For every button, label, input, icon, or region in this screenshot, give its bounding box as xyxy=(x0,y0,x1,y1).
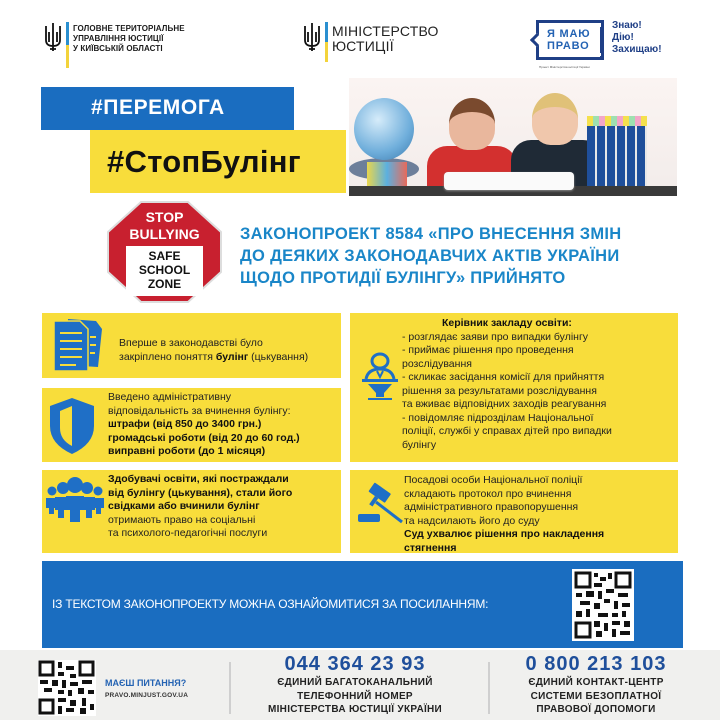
divider xyxy=(229,662,231,714)
logo-ya-mayu-pravo xyxy=(536,20,662,69)
penalty-community-work: громадські роботи (від 20 до 60 год.) xyxy=(108,431,300,444)
contact-desc: ТЕЛЕФОННИЙ НОМЕР xyxy=(297,690,413,702)
court-decision: Суд ухвалює рішення про накладення xyxy=(404,528,605,540)
ask-question-label: МАЄШ ПИТАННЯ? xyxy=(105,678,187,688)
card-line: Вперше в законодавстві було xyxy=(119,337,263,349)
logo-line: Я МАЮ xyxy=(547,28,591,40)
card-line: Посадові особи Національної поліції xyxy=(404,474,583,486)
card-line: від булінгу (цькування), стали його xyxy=(108,486,293,499)
footer-contacts xyxy=(0,650,720,720)
duty-line: булінгу xyxy=(402,438,437,451)
stop-line: BULLYING xyxy=(129,226,200,242)
shield-icon xyxy=(48,396,96,456)
logo-subtitle: Проект Міністерства юстиції України xyxy=(539,65,590,69)
penalty-corrective-work: виправні роботи (до 1 місяця) xyxy=(108,445,266,457)
contact-desc: МІНІСТЕРСТВА ЮСТИЦІЇ УКРАЇНИ xyxy=(267,704,443,715)
books-image xyxy=(587,126,647,188)
open-book-image xyxy=(444,172,574,190)
slogan xyxy=(612,20,662,56)
card-liability xyxy=(42,388,341,462)
logo-line: ПРАВО xyxy=(547,40,590,52)
contact-desc: ЄДИНИЙ БАГАТОКАНАЛЬНИЙ xyxy=(277,677,433,688)
duty-line: - повідомляє підрозділам Національної xyxy=(402,411,594,424)
stop-line: STOP xyxy=(145,209,184,225)
contact-desc: СИСТЕМИ БЕЗОПЛАТНОЇ xyxy=(530,690,662,702)
headline-line: ДО ДЕЯКИХ ЗАКОНОДАВЧИХ АКТІВ УКРАЇНИ xyxy=(240,247,620,265)
stop-line: SCHOOL xyxy=(138,263,191,277)
speaker-podium-icon xyxy=(360,351,400,403)
phone-number[interactable]: 044 364 23 93 xyxy=(284,653,426,675)
duty-line: поліції, службі у справах дітей про випадки xyxy=(402,425,612,437)
contact-ministry-phone xyxy=(250,652,460,717)
documents-icon xyxy=(46,315,108,373)
slogan-line: Захищаю! xyxy=(612,44,662,55)
bill-headline xyxy=(240,223,680,289)
bullying-term: булінг xyxy=(215,350,249,363)
headline-line: ЗАКОНОПРОЕКТ 8584 «ПРО ВНЕСЕННЯ ЗМІН xyxy=(240,225,622,243)
card-line: та психолого-педагогічні послуги xyxy=(108,527,268,539)
duty-line: рішення за результатами розслідування xyxy=(402,384,597,397)
court-decision: стягнення xyxy=(404,541,457,554)
card-police-court xyxy=(350,470,678,553)
card-line: складають протокол про вчинення xyxy=(404,487,572,500)
stop-line: SAFE xyxy=(148,249,181,263)
hashtag-text: #ПЕРЕМОГА xyxy=(91,96,225,119)
card-line: Здобувачі освіти, які постраждали xyxy=(108,473,289,485)
card-students xyxy=(42,470,341,553)
card-line: адміністративного правопорушення xyxy=(404,501,579,513)
duty-line: - скликає засідання комісії для прийняття xyxy=(402,371,605,383)
hashtag-text: #СтопБулінг xyxy=(107,144,302,179)
stop-bullying-sign xyxy=(106,200,223,304)
card-line: відповідальність за вчинення булінгу: xyxy=(108,404,291,417)
duty-line: та вживає відповідних заходів реагування xyxy=(402,398,607,410)
duty-line: розслідування xyxy=(402,357,472,370)
card-line: свідками або вчинили булінг xyxy=(108,500,260,512)
org-line: ЮСТИЦІЇ xyxy=(332,38,394,54)
banner-text: ІЗ ТЕКСТОМ ЗАКОНОПРОЕКТУ МОЖНА ОЗНАЙОМИТИСЯ ЗА ПОСИЛАННЯМ: xyxy=(52,597,489,611)
duty-line: - розглядає заяви про випадки булінгу xyxy=(402,330,589,343)
qr-code-icon[interactable] xyxy=(38,660,96,716)
contact-desc: ПРАВОВОЇ ДОПОМОГИ xyxy=(536,704,656,715)
bill-link-banner xyxy=(42,561,683,648)
kid-image xyxy=(449,98,495,150)
slogan-line: Знаю! xyxy=(612,20,642,31)
logo-ministry-of-justice xyxy=(303,22,439,62)
trident-icon xyxy=(303,22,321,52)
hashtag-victory xyxy=(41,87,294,130)
flag-bar xyxy=(66,22,69,68)
card-line: (цькування) xyxy=(248,350,309,363)
org-line: УПРАВЛІННЯ ЮСТИЦІЇ xyxy=(73,34,164,43)
qr-code-icon[interactable] xyxy=(572,569,634,641)
kid-image xyxy=(532,93,578,145)
card-line: отримають право на соціальні xyxy=(108,513,256,526)
card-line: Введено адміністративну xyxy=(108,391,232,403)
slogan-line: Дію! xyxy=(612,32,634,43)
trident-icon xyxy=(44,22,62,52)
card-line: закріплено поняття xyxy=(119,350,216,363)
contact-desc: ЄДИНИЙ КОНТАКТ-ЦЕНТР xyxy=(528,677,664,688)
card-title: Керівник закладу освіти: xyxy=(441,317,572,329)
kids-photo xyxy=(349,78,677,196)
stop-line: ZONE xyxy=(147,277,182,291)
contact-legal-aid-center xyxy=(490,652,702,717)
flag-bar xyxy=(325,22,328,62)
card-line: та надсилають його до суду xyxy=(404,514,540,527)
org-line: ГОЛОВНЕ ТЕРИТОРІАЛЬНЕ xyxy=(73,24,185,33)
globe-image xyxy=(354,98,414,160)
group-icon xyxy=(44,476,106,524)
headline-line: ЩОДО ПРОТИДІЇ БУЛІНГУ» ПРИЙНЯТО xyxy=(240,269,566,287)
website-link[interactable]: PRAVO.MINJUST.GOV.UA xyxy=(105,692,189,699)
logo-gtu-kyiv-oblast xyxy=(44,22,185,68)
ya-mayu-pravo-box xyxy=(536,20,604,69)
card-definition xyxy=(42,313,341,378)
phone-number[interactable]: 0 800 213 103 xyxy=(525,653,667,675)
gavel-icon xyxy=(356,480,404,526)
duty-line: - приймає рішення про проведення xyxy=(402,344,574,356)
org-line: У КИЇВСЬКІЙ ОБЛАСТІ xyxy=(73,44,163,53)
hashtag-stop-bullying xyxy=(90,130,346,193)
penalty-fines: штрафи (від 850 до 3400 грн.) xyxy=(108,418,262,430)
org-line: МІНІСТЕРСТВО xyxy=(332,23,439,39)
card-school-head xyxy=(350,313,678,462)
exclamation-icon xyxy=(600,27,604,53)
